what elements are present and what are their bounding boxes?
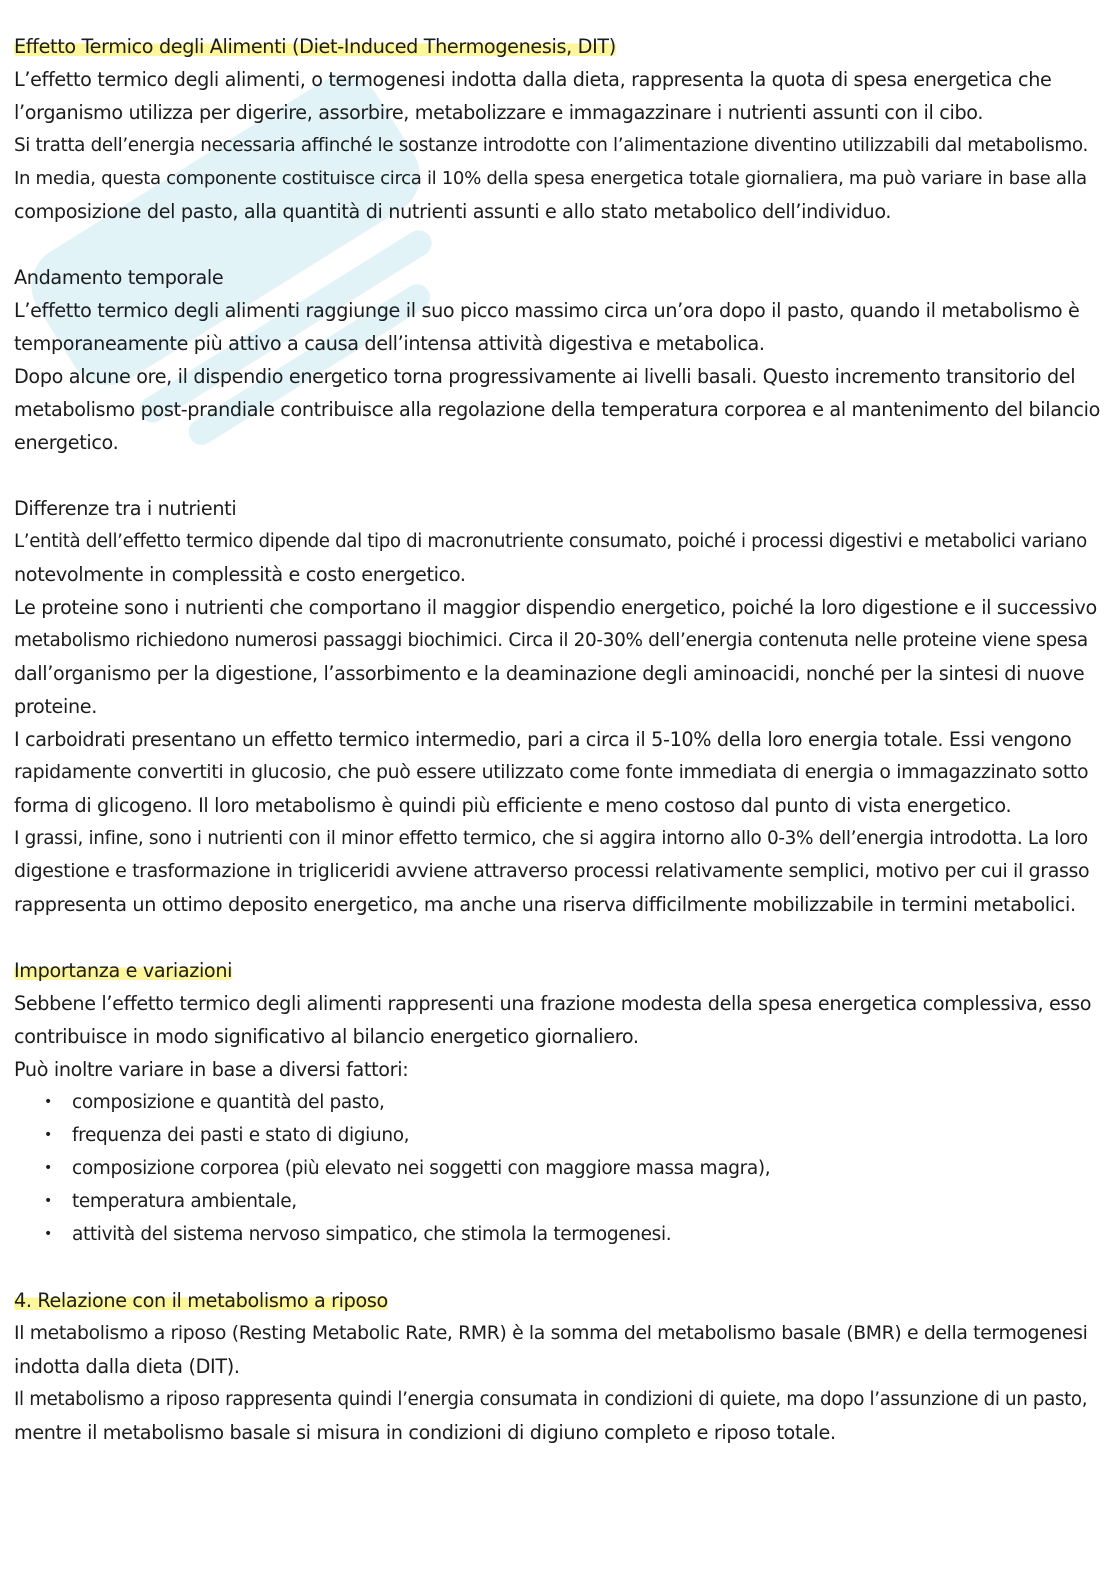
section-importanza-variazioni (14, 954, 1100, 1251)
section-title-relazione: 4. Relazione con il metabolismo a riposo (14, 1289, 388, 1312)
paragraph-line: notevolmente in complessità e costo energetico. (14, 563, 466, 586)
paragraph-line: contribuisce in modo significativo al bilancio energetico giornaliero. (14, 1025, 639, 1048)
paragraph-line: digestione e trasformazione in trigliceridi avviene attraverso processi relativamente semplici, motivo per cui il grasso (14, 860, 1090, 882)
list-item: • composizione corporea (più elevato nei soggetti con maggiore massa magra), (44, 1152, 1100, 1185)
paragraph-line: L’effetto termico degli alimenti, o termogenesi indotta dalla dieta, rappresenta la quota di spesa energetica che (14, 68, 1052, 91)
paragraph-line: L’entità dell’effetto termico dipende dal tipo di macronutriente consumato, poiché i processi digestivi e metabolici variano (14, 531, 1087, 552)
paragraph-line: L’effetto termico degli alimenti raggiunge il suo picco massimo circa un’ora dopo il pasto, quando il metabolismo è (14, 299, 1080, 322)
paragraph-line: indotta dalla dieta (DIT). (14, 1355, 240, 1378)
paragraph-line: Le proteine sono i nutrienti che comportano il maggior dispendio energetico, poiché la loro digestione e il successivo (14, 596, 1097, 619)
paragraph-line: Il metabolismo a riposo (Resting Metabolic Rate, RMR) è la somma del metabolismo basale (BMR) e della termogenesi (14, 1323, 1088, 1344)
paragraph-line: Il metabolismo a riposo rappresenta quindi l’energia consumata in condizioni di quiete, ma dopo l’assunzione di un pasto, (14, 1389, 1088, 1410)
section-title-andamento: Andamento temporale (14, 266, 224, 289)
section-title-importanza: Importanza e variazioni (14, 959, 233, 982)
factors-list (14, 1086, 1100, 1251)
paragraph-line: mentre il metabolismo basale si misura in condizioni di digiuno completo e riposo totale. (14, 1421, 836, 1444)
list-item: • attività del sistema nervoso simpatico, che stimola la termogenesi. (44, 1218, 1100, 1251)
paragraph-line: Sebbene l’effetto termico degli alimenti rappresenti una frazione modesta della spesa energetica complessiva, esso (14, 992, 1092, 1015)
paragraph-line: forma di glicogeno. Il loro metabolismo è quindi più efficiente e meno costoso dal punto di vista energetico. (14, 794, 1012, 817)
paragraph-line: I carboidrati presentano un effetto termico intermedio, pari a circa il 5-10% della loro energia totale. Essi vengono (14, 728, 1072, 751)
paragraph-line: Può inoltre variare in base a diversi fattori: (14, 1058, 409, 1081)
section-andamento-temporale (14, 261, 1100, 459)
paragraph-line: In media, questa componente costituisce circa il 10% della spesa energetica totale giornaliera, ma può variare in base alla (14, 168, 1087, 189)
section-differenze-nutrienti (14, 492, 1100, 921)
paragraph-line: proteine. (14, 695, 97, 718)
list-item: • frequenza dei pasti e stato di digiuno, (44, 1119, 1100, 1152)
section-title-dit: Effetto Termico degli Alimenti (Diet-Induced Thermogenesis, DIT) (14, 35, 616, 58)
paragraph-line: rappresenta un ottimo deposito energetico, ma anche una riserva difficilmente mobilizzabile in termini metabolici. (14, 893, 1076, 916)
list-item: • composizione e quantità del pasto, (44, 1086, 1100, 1119)
document-page (14, 30, 1100, 1449)
paragraph-line: metabolismo richiedono numerosi passaggi biochimici. Circa il 20-30% dell’energia contenuta nelle proteine viene spesa (14, 630, 1088, 651)
paragraph-line: Dopo alcune ore, il dispendio energetico torna progressivamente ai livelli basali. Questo incremento transitorio del (14, 365, 1076, 388)
paragraph-line: metabolismo post-prandiale contribuisce alla regolazione della temperatura corporea e al mantenimento del bilancio (14, 398, 1101, 421)
section-metabolismo-riposo (14, 1284, 1100, 1449)
paragraph-line: energetico. (14, 431, 119, 454)
paragraph-line: temporaneamente più attivo a causa dell’intensa attività digestiva e metabolica. (14, 332, 765, 355)
paragraph-line: rapidamente convertiti in glucosio, che può essere utilizzato come fonte immediata di energia o immagazzinato sotto (14, 761, 1089, 783)
paragraph-line: I grassi, infine, sono i nutrienti con il minor effetto termico, che si aggira intorno allo 0-3% dell’energia introdotta. La loro (14, 828, 1088, 849)
section-title-differenze: Differenze tra i nutrienti (14, 497, 237, 520)
section-dit (14, 30, 1100, 228)
paragraph-line: Si tratta dell’energia necessaria affinché le sostanze introdotte con l’alimentazione diventino utilizzabili dal metabolismo. (14, 135, 1088, 156)
list-item: • temperatura ambientale, (44, 1185, 1100, 1218)
paragraph-line: l’organismo utilizza per digerire, assorbire, metabolizzare e immagazzinare i nutrienti assunti con il cibo. (14, 101, 984, 124)
paragraph-line: dall’organismo per la digestione, l’assorbimento e la deaminazione degli aminoacidi, nonché per la sintesi di nuove (14, 662, 1085, 685)
paragraph-line: composizione del pasto, alla quantità di nutrienti assunti e allo stato metabolico dell’individuo. (14, 200, 892, 223)
